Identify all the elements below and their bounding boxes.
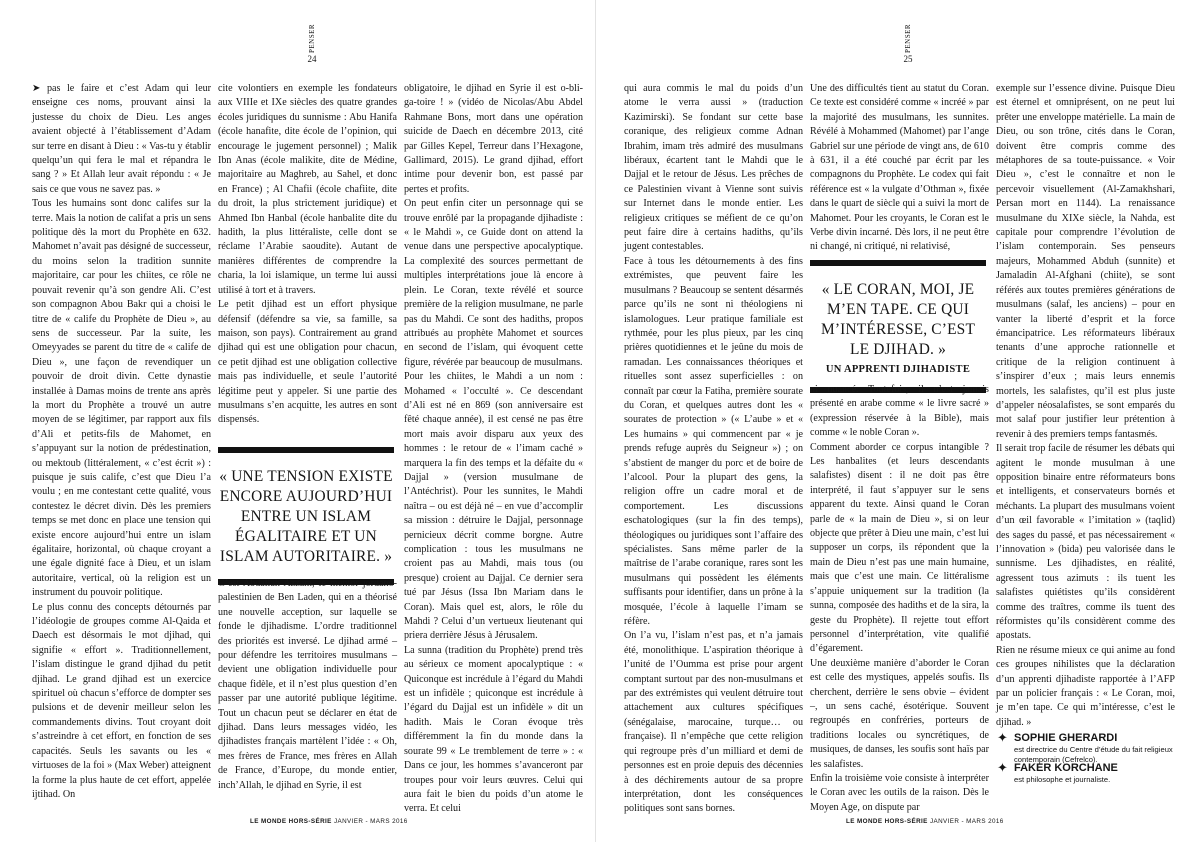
paragraph: Face à tous les détournements à des fins extrémistes, que peuvent faire les musulmans ? Beaucoup se sentent désarmés parce qu’ils ne sont ni théologiens ni islamologues. Leur pratique familiale est rythmée, pour les plus pieux, par les cinq prières quotidiennes et le jeûne du mois de ramadan. Les connaissances théoriques et rituelles sont assez superficielles : on connaît par cœur la Fatiha, première sourate du Coran, et quelques autres dont les « sourates de protection » (« L’aube » et « Les humains » qui commencent par « je prends refuge auprès du Seigneur ») ; on s’abstient de manger du porc et de boire de l’alcool. Pour la plupart des gens, la religion offre un cadre moral et de comportement. Les discussions eschatologiques (sur la fin des temps), théologiques ou juridiques sont l’affaire des spécialistes. Sans même parler de la maîtrise de l’arabe coranique, rares sont les musulmans qui possèdent les éléments suffisants pour identifier, dans un prône à la mosquée, l’école à laquelle l’imam se réfère. <box>624 255 803 628</box>
section-label: PENSER <box>904 23 912 53</box>
paragraph: Il serait trop facile de résumer les débats qui agitent le monde musulman à une opposition binaire entre réformateurs bons et intelligents, et conservateurs bornés et méchants. La plupart des musulmans voient d’un œil favorable « l’imitation » (taqlid) des sages du passé, et pas nécessairement « l’innovation » (bida) peu valorisée dans le sunnisme. Les djihadistes, en réalité, agressent tous azimuts : ils tuent les salafistes quiétistes qu’ils considèrent comme des traîtres, comme ils tuent des réformistes qu’ils considèrent comme des apostats. <box>996 443 1175 642</box>
paragraph: qui aura commis le mal du poids d’un atome le verra aussi » (traduction Kazimirski). Se fondant sur cette base coranique, des religieux comme Adnan Ibrahim, imam très admiré des musulmans libéraux, écartent tant le Mahdi que le Dajjal et le retour de Jésus. Les prêches de ce Palestinien vivant à Vienne sont suivis sur Internet dans le monde entier. Les religieux critiques se méfient de ce qu’on peut faire dire à certains hadiths, qu’ils jugent contestables. <box>624 83 803 253</box>
paragraph: obligatoire, le djihad en Syrie il est o-bli-ga-toire ! » (vidéo de Nicolas/Abu Abdel Rahmane Bons, mort dans une opération suicide de Daech en décembre 2013, cité par Gilles Kepel, Terreur dans l’Hexagone, Gallimard, 2015). Le grand djihad, effort intime pour devenir bon, est passé par pertes et profits. <box>404 83 583 195</box>
pull-quote-rule <box>810 260 986 266</box>
article-column-2-top <box>218 82 397 438</box>
author-bio: est philosophe et journaliste. <box>1014 775 1111 784</box>
paragraph: ni nuancé. Toutefois, il n’est jamais présenté en arabe comme « le livre sacré » (expression réservée à la Bible), mais comme « le noble Coran ». <box>810 384 989 439</box>
paragraph: Enfin la troisième voie consiste à interpréter le Coran avec les outils de la raison. Dès le Moyen Age, on dispute par <box>810 772 989 813</box>
pull-quote <box>810 260 986 393</box>
page-footer <box>846 818 1004 825</box>
paragraph: Rien ne résume mieux ce qui anime au fond ces groupes nihilistes que la déclaration d’un apprenti djihadiste rapportée à l’AFP par un policier français : « Le Coran, moi, je m’en tape. Ce qui m’intéresse, c’est le djihad. » <box>996 644 1175 728</box>
footer-brand: LE MONDE HORS-SÉRIE <box>250 818 332 825</box>
paragraph: Une deuxième manière d’aborder le Coran est celle des mystiques, appelés soufis. Ils cherchent, derrière le sens obvie – évident –, un sens caché, ésotérique. Souvent regroupés en confréries, porteurs de traditions locales ou syncrétiques, de musiques, de danses, les soufis sont haïs par les salafistes. <box>810 657 989 770</box>
pull-quote <box>218 447 394 585</box>
page-number: 25 <box>903 54 913 64</box>
article-column-1 <box>624 82 803 815</box>
pull-quote-text: « UNE TENSION EXISTE ENCORE AUJOURD’HUI ENTRE UN ISLAM ÉGALITAIRE ET UN ISLAM AUTORITAIRE. » <box>219 468 393 565</box>
article-column-2-bottom <box>810 383 989 813</box>
paragraph: C’est Abdallah Azzam, le mentor jordano-palestinien de Ben Laden, qui en a théorisé une nouvelle acception, sur laquelle se fonde le djihadisme. L’ordre traditionnel des priorités est inversé. Le djihad armé – pour défendre les territoires musulmans – devient une obligation individuelle pour chaque fidèle, et il n’est plus question d’en passer par une autorité publique légitime. Tout un chacun peut se déclarer en état de djihad. Dans leurs messages vidéo, les djihadistes français martèlent l’idée : « Oh, mes frères de France, mes frères en Allah de France, d’Europe, du monde entier, inch’Allah, le djihad en Syrie, il est <box>218 578 397 791</box>
footer-brand: LE MONDE HORS-SÉRIE <box>846 818 928 825</box>
footer-issue: JANVIER - MARS 2016 <box>929 818 1004 825</box>
paragraph: exemple sur l’essence divine. Puisque Dieu est éternel et omniprésent, on ne peut lui prêter une enveloppe matérielle. La main de Dieu, ou son trône, cités dans le Coran, doivent être compris comme des métaphores de sa toute-puissance. « Voir Dieu », c’est le connaître et non le percevoir visuellement (Al-Zamakhshari, Persan mort en 1144). La renaissance musulmane du XIXe siècle, la Nahda, est capitale pour comprendre l’évolution de l’islam contemporain. Ses penseurs majeurs, Mohammed Abduh (sunnite) et Jamaladin Al-Afghani (chiite), se sont référés aux toutes premières générations de musulmans (salaf, les anciens) – pour en vanter la liberté d’esprit et la force émancipatrice. Les réformateurs libéraux tenants d’une approche rationnelle et critique de la religion continuent à s’inspirer d’eux ; mais leurs ennemis mortels, les salafistes, qu’il est plus juste d’appeler néosalafistes, se sont emparés du mot salaf pour justifier leur prétention à revenir à des premiers temps fantasmés. <box>996 83 1175 440</box>
pull-quote-text: « LE CORAN, MOI, JE M’EN TAPE. CE QUI M’INTÉRESSE, C’EST LE DJIHAD. » <box>820 281 976 358</box>
article-column-3 <box>996 82 1175 728</box>
article-column-2-top <box>810 82 989 253</box>
paragraph: Le plus connu des concepts détournés par l’idéologie de groupes comme Al-Qaida et Daech est désormais le mot djihad, qui signifie « effort ». Traditionnellement, l’islam distingue le grand djihad du petit djihad. Le grand djihad est un exercice spirituel où chacun s’efforce de dompter ses pulsions et de devenir meilleur selon les commandements divins. Tout croyant doit s’astreindre à cet effort, en fonction de ses capacités. Seuls les savants ou les « virtuoses de la foi » (Max Weber) atteignent la forme la plus haute de cet effort, appelée ijtihad. On <box>32 601 211 800</box>
paragraph: Comment aborder ce corpus intangible ? Les hanbalites (et leurs descendants salafistes) disent : il ne doit pas être interprété, il faut s’appuyer sur le sens apparent du texte. Ainsi quand le Coran parle de « la main de Dieu », si on leur objecte que prêter à Dieu une main, c’est lui supposer un corps, ils répondent que la main de Dieu n’est pas une main humaine, mais que c’est une main. Ce littéralisme s’appuie uniquement sur la tradition (la sunna, composée des hadiths et de la sira, la geste du Prophète). Il rejette tout effort personnel d’interprétation, vite qualifié d’égarement. <box>810 441 989 655</box>
pull-quote-attribution: UN APPRENTI DJIHADISTE <box>825 364 971 375</box>
page-footer <box>250 818 408 825</box>
page-number: 24 <box>307 54 317 64</box>
right-page <box>596 0 1191 842</box>
author-name: SOPHIE GHERARDI <box>1014 732 1118 744</box>
article-column-3 <box>404 82 583 815</box>
paragraph: ➤ pas le faire et c’est Adam qui leur enseigne ces noms, prouvant ainsi la justesse du choix de Dieu. Les anges avaient objecté à l’établissement d’Adam sur terre en disant à Dieu : « Vas-tu y établir quelqu’un qui fera le mal et répandra le sang ? » Et Allah leur avait répondu : « Je sais ce que vous ne savez pas. » <box>32 83 211 195</box>
author-name: FAKER KORCHANE <box>1014 762 1118 774</box>
diamond-icon: ✦ <box>997 760 1008 775</box>
pull-quote-rule <box>218 447 394 453</box>
paragraph: Une des difficultés tient au statut du Coran. Ce texte est considéré comme « incréé » par la majorité des musulmans, les sunnites. Révélé à Mohammed (Mahomet) par l’ange Gabriel sur une période de vingt ans, de 610 à 631, il a été couché par écrit par les compagnons du Prophète. Le codex qui fait référence est « la vulgate d’Othman », fixée dans le quart de siècle qui a suivi la mort de Mahomet. Pour les croyants, le Coran est le Verbe divin incarné. Dès lors, il ne peut être ni changé, ni critiqué, ni relativisé, <box>810 83 989 253</box>
diamond-icon: ✦ <box>997 730 1008 745</box>
footer-issue: JANVIER - MARS 2016 <box>333 818 408 825</box>
page-folio-right <box>896 22 920 64</box>
article-column-2-bottom <box>218 577 397 804</box>
paragraph: On peut enfin citer un personnage qui se trouve enrôlé par la propagande djihadiste : « le Mahdi », ce Guide dont on attend la venue dans une perspective apocalyptique. La complexité des sources permettant de multiples interprétations joue là encore à plein. Le Coran, texte révélé et source première de la religion musulmane, ne parle pas du Mahdi. Ce sont des hadiths, propos attribués au prophète Mahomet et sources en second de l’islam, qui évoquent cette figure, révérée par beaucoup de musulmans. <box>404 198 583 368</box>
paragraph: Pour les chiites, le Mahdi a un nom : Mohamed « l’occulté ». Ce descendant d’Ali est né en 869 (son anniversaire est fêté chaque année), il est censé ne pas être mort mais avoir disparu aux yeux des hommes : le retour de « l’imam caché » marquera la fin des temps et la défaite du « Dajjal » (version musulmane de l’Antéchrist). Pour les sunnites, le Mahdi naîtra – ou est déjà né – en vue d’accomplir sa mission : détruire le Dajjal, personnage pernicieux décrit comme borgne. Autre complication : tous les musulmans ne croient pas au Mahdi, mais tous (ou presque) croient au Dajjal. Ce dernier sera tué par Jésus (Issa Ibn Mariam dans le Coran). Mais quel est, alors, le rôle du Mahdi ? Celui d’un vertueux lieutenant qui priera derrière Jésus à Jérusalem. <box>404 371 583 642</box>
paragraph: cite volontiers en exemple les fondateurs aux VIIIe et IXe siècles des quatre grandes écoles juridiques du sunnisme : Abu Hanifa (école hanafite, dite école de l’opinion, qui encourage le jugement personnel) ; Malik Ibn Anas (école malikite, dite de Médine, majoritaire au Maghreb, au Sahel, et donc en France) ; Al Chafii (école chafiite, dite du droit, la plus strictement juridique) et Ahmed Ibn Hanbal (école hanbalite dite du hadith, la plus littéraliste, celle dont se réclame l’Arabie saoudite). Autant de manières différentes de comprendre la charia, la loi islamique, un terme lui aussi utilisé à tort et à travers. <box>218 83 397 296</box>
paragraph: Le petit djihad est un effort physique défensif (défendre sa vie, sa famille, sa maison, son pays). Contrairement au grand djihad qui est une obligation pour chacun, ce petit djihad est une obligation collective mais pas individuelle, et seule l’autorité légitime peut y appeler. Si une partie des musulmans s’en acquitte, les autres en sont dispensés. <box>218 299 397 426</box>
article-column-1 <box>32 82 211 804</box>
left-page <box>0 0 595 842</box>
page-folio-left <box>300 22 324 64</box>
paragraph: On l’a vu, l’islam n’est pas, et n’a jamais été, monolithique. L’aspiration théorique à l’unité de l’Oumma est prise pour argent comptant surtout par des non-musulmans et par des extrémistes qui veulent détruire tout attachement aux cultures spécifiques (sénégalaise, marocaine, turque… ou française). Il n’empêche que cette religion qui regroupe près d’un milliard et demi de personnes est en proie depuis des décennies à des déchirements autour de sa propre interprétation, dont les conséquences politiques sont sans bornes. <box>624 630 803 815</box>
paragraph: Tous les humains sont donc califes sur la terre. Mais la notion de califat a pris un sens politique dès la mort du Prophète en 632. Mahomet n’avait pas désigné de successeur, du moins selon la tradition sunnite majoritaire, car pour les chiites, ce rôle ne pouvait revenir qu’à son gendre Ali. C’est son compagnon Abou Bakr qui a choisi le titre de « calife du Prophète de Dieu », au sens de successeur. Par la suite, les Omeyyades se parent du titre de « calife de Dieu », une façon de revendiquer un pouvoir de droit divin. Cette dynastie installée à Damas moins de trente ans après la mort du Prophète a trouvé un autre moyen de se légitimer, par rapport aux fils d’Ali et petits-fils de Mahomet, en s’appuyant sur la notion de prédestination, ou mektoub (littéralement, « c’est écrit ») : puisque je suis calife, c’est que Dieu l’a voulu ; en me contestant cette qualité, vous contestez le décret divin. Dès les premiers temps se met donc en place une tension qui existe encore aujourd’hui entre un islam égalitaire, horizontal, où chaque croyant a une égale dignité face à Dieu, et un islam autoritaire, vertical, où la religion est un instrument du pouvoir politique. <box>32 198 211 599</box>
paragraph: La sunna (tradition du Prophète) prend très au sérieux ce moment apocalyptique : « Quiconque est incrédule à l’égard du Mahdi est un infidèle ; quiconque est incrédule à l’égard du Dajjal est un infidèle » dit un hadith. Mais le Coran évoque très différemment la fin du monde dans la sourate 99 « Le tremblement de terre » : « Dans ce jour, les hommes s’avanceront par troupes pour voir leurs œuvres. Celui qui aura fait le bien du poids d’un atome le verra. Et celui <box>404 644 583 815</box>
section-label: PENSER <box>308 23 316 53</box>
author-bio: est directrice du Centre d’étude du fait religieux contemporain (Cefrelco). <box>1014 745 1173 764</box>
